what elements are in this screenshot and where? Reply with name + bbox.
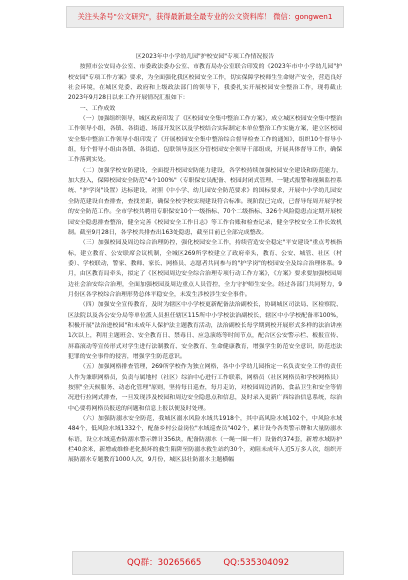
document-title: 区2023年中小学幼儿园"护校安园"专项工作情况报告 xyxy=(135,54,275,60)
promo-banner xyxy=(66,6,344,28)
banner-text: 关注头条号"公文研究"，获得最新最全最专业的公文资料库！ 微信：gongwen1 xyxy=(77,12,333,21)
contact-footer xyxy=(72,551,344,575)
paragraph-security-construction: （二）加强学校安防建设，全面提升校园安防能力建设，各学校持续加强校园安全建设和防范能力，加大投入，保障校园安全防范"4个100%"（专职保安员配备、校园封闭式管理、一键式报警和视频监控系统、"护学岗"设置）达标建设，对照《中小学、幼儿园安全防范要求》的国标要求，开展中小学幼儿园安全防范建设自查排查，查找差距，确保全校学校实现建设符合标准。现阶段已完成，已督导每周开展学校的安全防范工作。全市学校共聘用专职保安10个一级指标、70个二级指标、326个风险隐患点定期开展校园安全隐患排查整治，健全完善《校园安全工作日志》等工作台账和检查记录，健全学校安全工作长效机制。截至9月28日，各学校共排查出163处隐患，截至目前已全部完成整改。 xyxy=(68,167,342,236)
paragraph-organization: （一）加强组织领导，城区政府印发了《区校园安全集中整治工作方案》，成立城区校园安全集中整治工作领导小组，各镇、各街道、场部开发区以及学校结合实际制定本单位整治工作实施方案，建立区校园安全集中整治工作领导小组印发了《开展校园安全集中整治综合督导检查工作的通知》，组织10个督导小组，每个督导小组由各镇、各街道、包联领导及区分管校园安全领导干部组成，开展具体督导工作，确保工作落到实处。 xyxy=(68,116,342,164)
paragraph-surroundings-governance: （三）加强校园及周边综合治理防控，强化校园安全工作，持续营造安全稳定"平安建设"重点考核指标，建立教育、公安联席会议机制，全城区269所学校建立了政府牵头，教育、公安、城管、社区（村委）、学校联动，警家、教师、家长、网格员、志愿者共同参与的"护学岗"的校园安全及综合治理体系。9月，由区教育局牵头，拟定了《区校园周边安全综合治理专项行动工作方案》，《方案》要求要加强校园周边社会治安综合治理，全面加强校园及周边重点人员管控，全力守护师生安全。经过各部门共同努力，9月份区各学校综合治理形势总体平稳安全，未发生涉校涉生安全事件。 xyxy=(68,240,342,298)
paragraph-drowning-prevention: （六）加强防溺水安全防范，我城区溺水风险水域共1918个，其中高风险水域102个，中风险水域484个，低风险水域1332个，配备乡村公益岗位"水域巡查员"402个，累计设今各类警示牌和大量防溺水标语，设立水域巡查防溺水警示牌计356块，配备防溺水（一绳一圈一杆）设备约374套，新增水域防护栏40余米，新增或维修老化损坏的救生陷阱至防溺水救生站约30个，劝阻未成年人近5万多人次，组织开展防溺水专题教育1000人次，9月份，城区县壮防溺水主题横幅 xyxy=(68,416,342,464)
paragraph-grid-management: （五）加强网格排查管理，269所学校作为独立网格，各中小学幼儿园指定一名负责安全工作的责任人作为兼职网格员，负责与属地村（社区）综治中心进行工作联系，网格员（社区网格员和学校网格员）按照"全天候服务、动态化管理"原则，坚持每日巡查，每月走访，对校园周边消防、食品卫生和安全等情况进行拉网式排查，一旦发现涉及校园和周边安全隐患点和信息，及时录入更新广西综治信息系统，综治中心要将网格员报送的问题和信息上报以便及时处理。 xyxy=(68,364,342,412)
intro-paragraph: 按照市公安局办公室、市委政法委办公室、市教育局办公室联合印发的《2023年市中小学幼儿园"护校安园"专项工作方案》要求，为全面强化我区校园安全工作，切实保障学校师生生命财产安全，营造良好社会环境，在城区党委、政府和上级政法部门的领导下，我委扎实开展校园安全整治工作，现将截止2023年9月28日以来工作开展情况汇报如下： xyxy=(68,64,342,102)
qq-group-text: QQ群：30265665 xyxy=(126,558,202,568)
document-body xyxy=(68,52,342,550)
paragraph-legal-education: （四）加强安全宣传教育，及时为辖区中小学校更新配备法治副校长，协调城区司法局、区检察院、区法院以及各公安分局等单位派人员担任辖区115所中小学校法治副校长，辖区中小学校配备率100%，积极开展"法治进校园"和未成年人保护法主题教育活动，法治副校长每学期到校开展形式多样的法治讲座1次以上，利用主题班会、安全教育日、禁毒日、应急演练等时间节点，配合区公安警示栏、板报宣传、屏幕滚动等宣传形式对学生进行法制教育、安全教育、生命健康教育，增强学生防范安全意识，防范违法犯罪的安全事件的侵害，增强学生防范意识。 xyxy=(68,302,342,360)
qq-text: QQ:535304092 xyxy=(223,558,290,568)
section-heading-achievements: 一、工作成效 xyxy=(79,105,116,112)
